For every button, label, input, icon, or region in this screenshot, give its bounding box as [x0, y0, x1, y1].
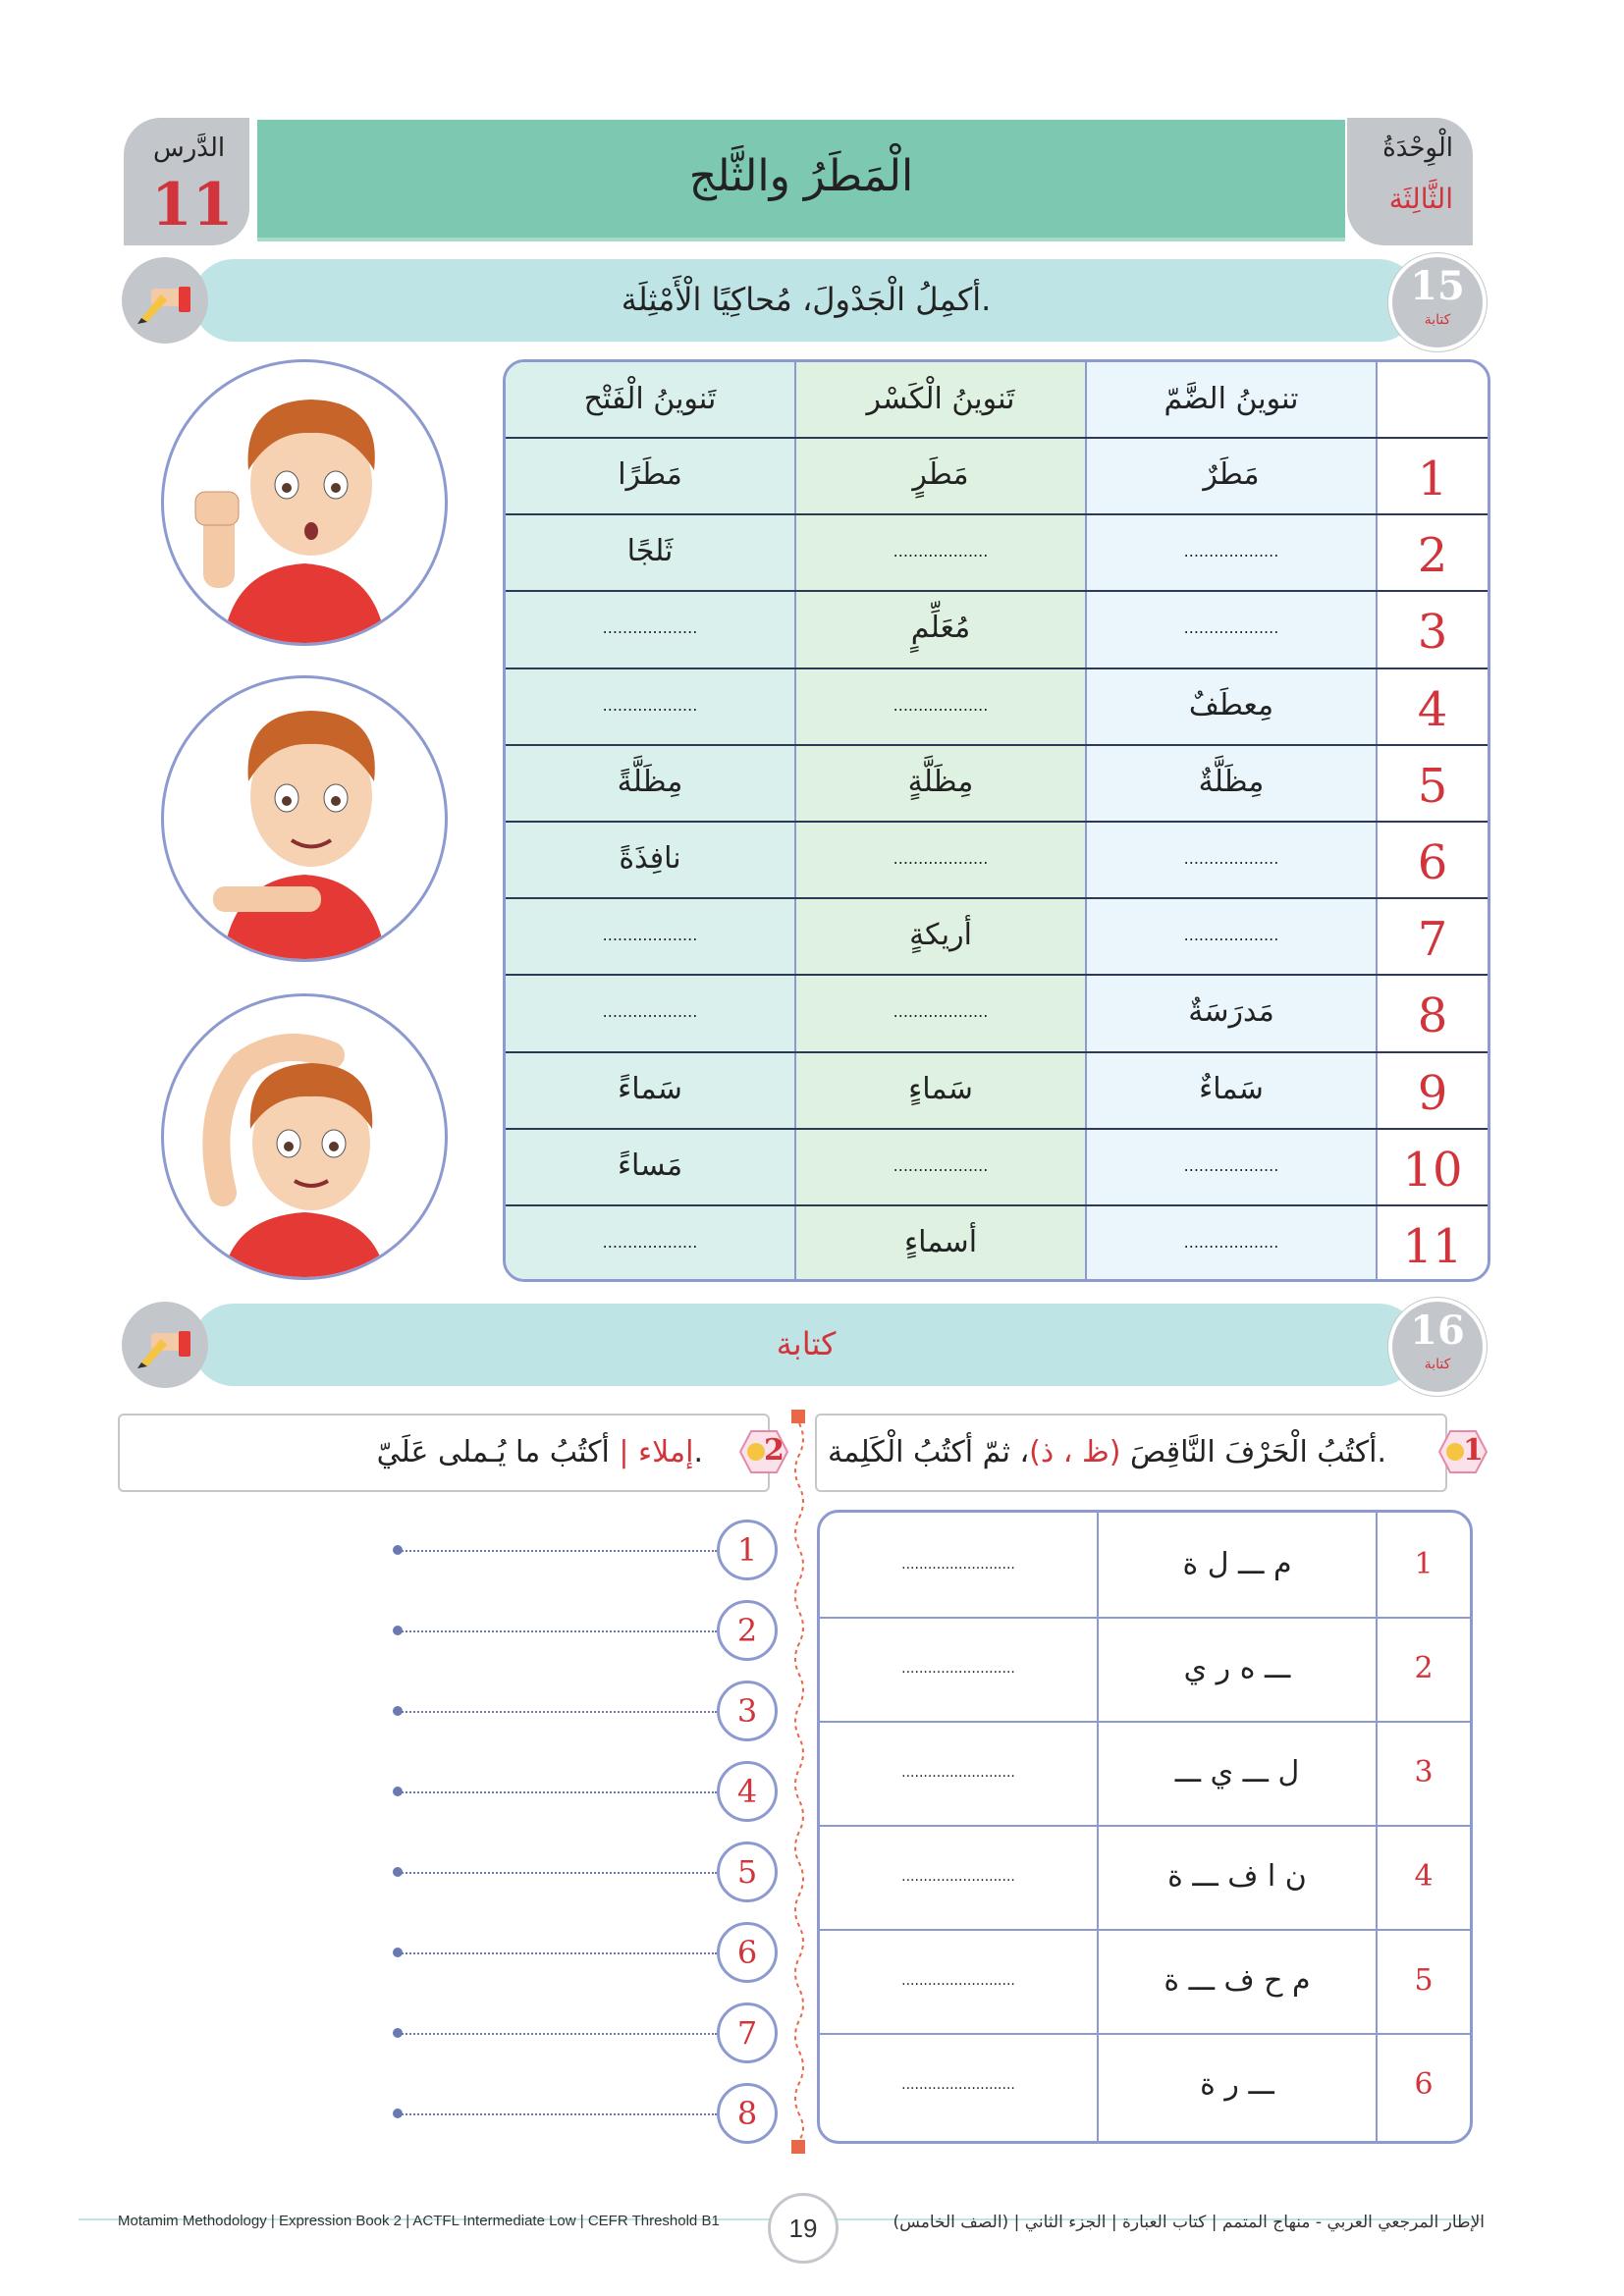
answer-blank[interactable]: ..........................: [901, 2077, 1015, 2093]
line-start-dot: [393, 1787, 403, 1796]
exercise16-kind: كتابة: [1424, 1357, 1451, 1372]
part1-instruction-box: [815, 1414, 1447, 1492]
dictation-line[interactable]: [399, 1791, 717, 1793]
part2-label: إملاء: [638, 1435, 694, 1469]
row-number: 1: [1417, 452, 1448, 507]
dictation-line[interactable]: [399, 2033, 717, 2035]
lesson-title: الْمَطَرُ والثَّلج: [688, 151, 914, 201]
exercise15-number: 15: [1410, 263, 1465, 309]
word-with-missing-letter: م ح ف ـــ ة: [1164, 1963, 1311, 1998]
part1-instruction-c: ، ثمّ أكتُبُ الْكَلِمة.: [828, 1435, 1386, 1469]
cell-kasr: أريكةٍ: [909, 918, 972, 953]
column-header-damm: تنوينُ الضَّمّ: [1164, 382, 1299, 416]
section-divider: [787, 1410, 811, 2160]
cell-kasr[interactable]: ...................: [893, 1002, 989, 1022]
dictation-number: 8: [717, 2083, 778, 2144]
cell-damm[interactable]: ...................: [1183, 1233, 1279, 1252]
lesson-title-bar: [257, 120, 1345, 238]
word-with-missing-letter: ـــ ر ة: [1200, 2067, 1274, 2102]
dictation-number: 6: [717, 1922, 778, 1983]
cell-kasr: مَطَرٍ: [912, 457, 969, 492]
unit-label: الْوِحْدَةُ: [1382, 133, 1453, 163]
answer-blank[interactable]: ..........................: [901, 1557, 1015, 1573]
dictation-number: 4: [717, 1761, 778, 1822]
cell-fath[interactable]: ...................: [602, 926, 698, 945]
cell-damm[interactable]: ...................: [1183, 849, 1279, 868]
cell-kasr: مُعَلِّمٍ: [910, 611, 971, 646]
cell-damm[interactable]: ...................: [1183, 618, 1279, 638]
row-number: 2: [1414, 1651, 1434, 1685]
row-number: 3: [1417, 605, 1448, 661]
tanween-table: [503, 359, 1490, 1282]
footer-right-text: الإطار المرجعي العربي - منهاج المتمم | كتاب العبارة | الجزء الثاني | (الصف الخامس): [893, 2213, 1485, 2232]
cell-fath[interactable]: ...................: [602, 1233, 698, 1252]
cell-fath: سَماءً: [618, 1071, 682, 1106]
answer-blank[interactable]: ..........................: [901, 1973, 1015, 1989]
row-number: 3: [1414, 1755, 1434, 1789]
line-start-dot: [393, 1867, 403, 1877]
missing-letter-table: [817, 1510, 1473, 2144]
word-with-missing-letter: ن ا ف ـــ ة: [1167, 1859, 1307, 1894]
cell-fath: مَطَرًا: [618, 457, 682, 492]
exercise16-number: 16: [1410, 1308, 1465, 1354]
cell-fath: مَساءً: [617, 1148, 683, 1183]
row-number: 4: [1414, 1859, 1434, 1894]
dictation-number: 5: [717, 1842, 778, 1902]
pencil-icon: [122, 257, 208, 344]
page-number: 19: [768, 2193, 839, 2264]
cell-kasr: سَماءٍ: [908, 1071, 973, 1106]
row-number: 8: [1417, 988, 1448, 1044]
row-number: 9: [1417, 1065, 1448, 1121]
answer-blank[interactable]: ..........................: [901, 1869, 1015, 1885]
word-with-missing-letter: ـــ ه ر ي: [1183, 1651, 1291, 1685]
part2-instruction-text: أكتُبُ ما يُـملى عَلَيّ.: [376, 1435, 703, 1469]
cell-fath: نافِذَةً: [619, 841, 681, 876]
column-header-fath: تَنوينُ الْفَتْح: [583, 382, 717, 416]
lesson-label: الدَّرس: [153, 133, 226, 163]
part1-number: 1: [1463, 1433, 1484, 1468]
part2-instruction-box: [118, 1414, 770, 1492]
cell-fath[interactable]: ...................: [602, 695, 698, 715]
dictation-number: 1: [717, 1520, 778, 1580]
line-start-dot: [393, 1626, 403, 1635]
row-number: 2: [1417, 528, 1448, 584]
row-number: 11: [1402, 1219, 1463, 1274]
dictation-line[interactable]: [399, 2113, 717, 2115]
cell-damm: مِظَلَّةٌ: [1198, 764, 1265, 799]
cell-fath[interactable]: ...................: [602, 1002, 698, 1022]
lesson-number: 11: [151, 171, 234, 240]
exercise16-title: كتابة: [776, 1325, 837, 1362]
cell-fath[interactable]: ...................: [602, 618, 698, 638]
dictation-line[interactable]: [399, 1550, 717, 1552]
cell-kasr[interactable]: ...................: [893, 1155, 989, 1175]
row-number: 7: [1417, 912, 1448, 968]
row-number: 1: [1414, 1547, 1434, 1581]
answer-blank[interactable]: ..........................: [901, 1765, 1015, 1781]
row-number: 5: [1414, 1963, 1434, 1998]
unit-tab: [1347, 118, 1473, 245]
cell-damm: مَدرَسَةٌ: [1188, 994, 1274, 1030]
exercise15-instruction: أكمِلُ الْجَدْولَ، مُحاكِيًا الْأَمْثِلَة.: [621, 281, 992, 318]
part2-number: 2: [764, 1433, 785, 1468]
exercise16-bar: [192, 1304, 1420, 1386]
pencil-icon: [122, 1302, 208, 1388]
line-start-dot: [393, 1545, 403, 1555]
cell-kasr[interactable]: ...................: [893, 849, 989, 868]
row-number: 5: [1417, 758, 1448, 814]
row-number: 10: [1402, 1142, 1463, 1198]
row-number: 6: [1417, 835, 1448, 890]
cell-kasr: مِظَلَّةٍ: [907, 764, 974, 799]
cell-damm[interactable]: ...................: [1183, 542, 1279, 561]
boy-thumb-up-illustration: [161, 359, 448, 646]
word-with-missing-letter: ل ـــ ي ـــ: [1174, 1755, 1300, 1789]
cell-kasr: أسماءٍ: [903, 1225, 978, 1259]
dictation-number: 2: [717, 1600, 778, 1661]
line-start-dot: [393, 1948, 403, 1957]
dictation-number: 7: [717, 2002, 778, 2063]
row-number: 6: [1414, 2067, 1434, 2102]
exercise15-bar: [192, 259, 1420, 342]
line-start-dot: [393, 2028, 403, 2038]
cell-kasr[interactable]: ...................: [893, 542, 989, 561]
cell-damm: مِعطَفٌ: [1188, 687, 1274, 722]
cell-kasr[interactable]: ...................: [893, 695, 989, 715]
cell-fath: مِظَلَّةً: [617, 764, 683, 799]
dictation-line[interactable]: [399, 1952, 717, 1954]
part2-separator: |: [619, 1435, 629, 1469]
dictation-line[interactable]: [399, 1711, 717, 1713]
cell-fath: ثَلجًا: [626, 534, 674, 569]
column-header-kasr: تَنوينُ الْكَسْر: [866, 382, 1015, 416]
boy-hand-chest-illustration: [161, 675, 448, 962]
exercise16-number-badge: [1388, 1298, 1487, 1396]
lesson-tab: [124, 118, 249, 245]
boy-hand-head-illustration: [161, 993, 448, 1280]
cell-damm[interactable]: ...................: [1183, 926, 1279, 945]
dictation-line[interactable]: [399, 1630, 717, 1632]
row-number: 4: [1417, 681, 1448, 737]
part1-instruction-a: أكتُبُ الْحَرْفَ النَّاقِصَ: [1129, 1435, 1378, 1469]
line-start-dot: [393, 1706, 403, 1716]
part1-letters: (ظ ، ذ): [1029, 1435, 1121, 1469]
word-with-missing-letter: م ـــ ل ة: [1182, 1547, 1292, 1581]
answer-blank[interactable]: ..........................: [901, 1661, 1015, 1677]
cell-damm: مَطَرٌ: [1203, 457, 1260, 492]
unit-name: الثَّالِثَة: [1388, 183, 1453, 215]
part2-instruction: [377, 1435, 703, 1469]
dictation-number: 3: [717, 1681, 778, 1741]
part1-instruction: [828, 1435, 1386, 1469]
footer-left-text: Motamim Methodology | Expression Book 2 | ACTFL Intermediate Low | CEFR Threshold B1: [118, 2213, 720, 2229]
part1-number-hexagon: [1437, 1429, 1489, 1478]
part2-number-hexagon: [738, 1429, 789, 1478]
exercise15-number-badge: [1388, 253, 1487, 351]
line-start-dot: [393, 2109, 403, 2118]
cell-damm: سَماءٌ: [1199, 1071, 1264, 1106]
exercise15-kind: كتابة: [1424, 312, 1451, 328]
dictation-line[interactable]: [399, 1872, 717, 1874]
cell-damm[interactable]: ...................: [1183, 1155, 1279, 1175]
